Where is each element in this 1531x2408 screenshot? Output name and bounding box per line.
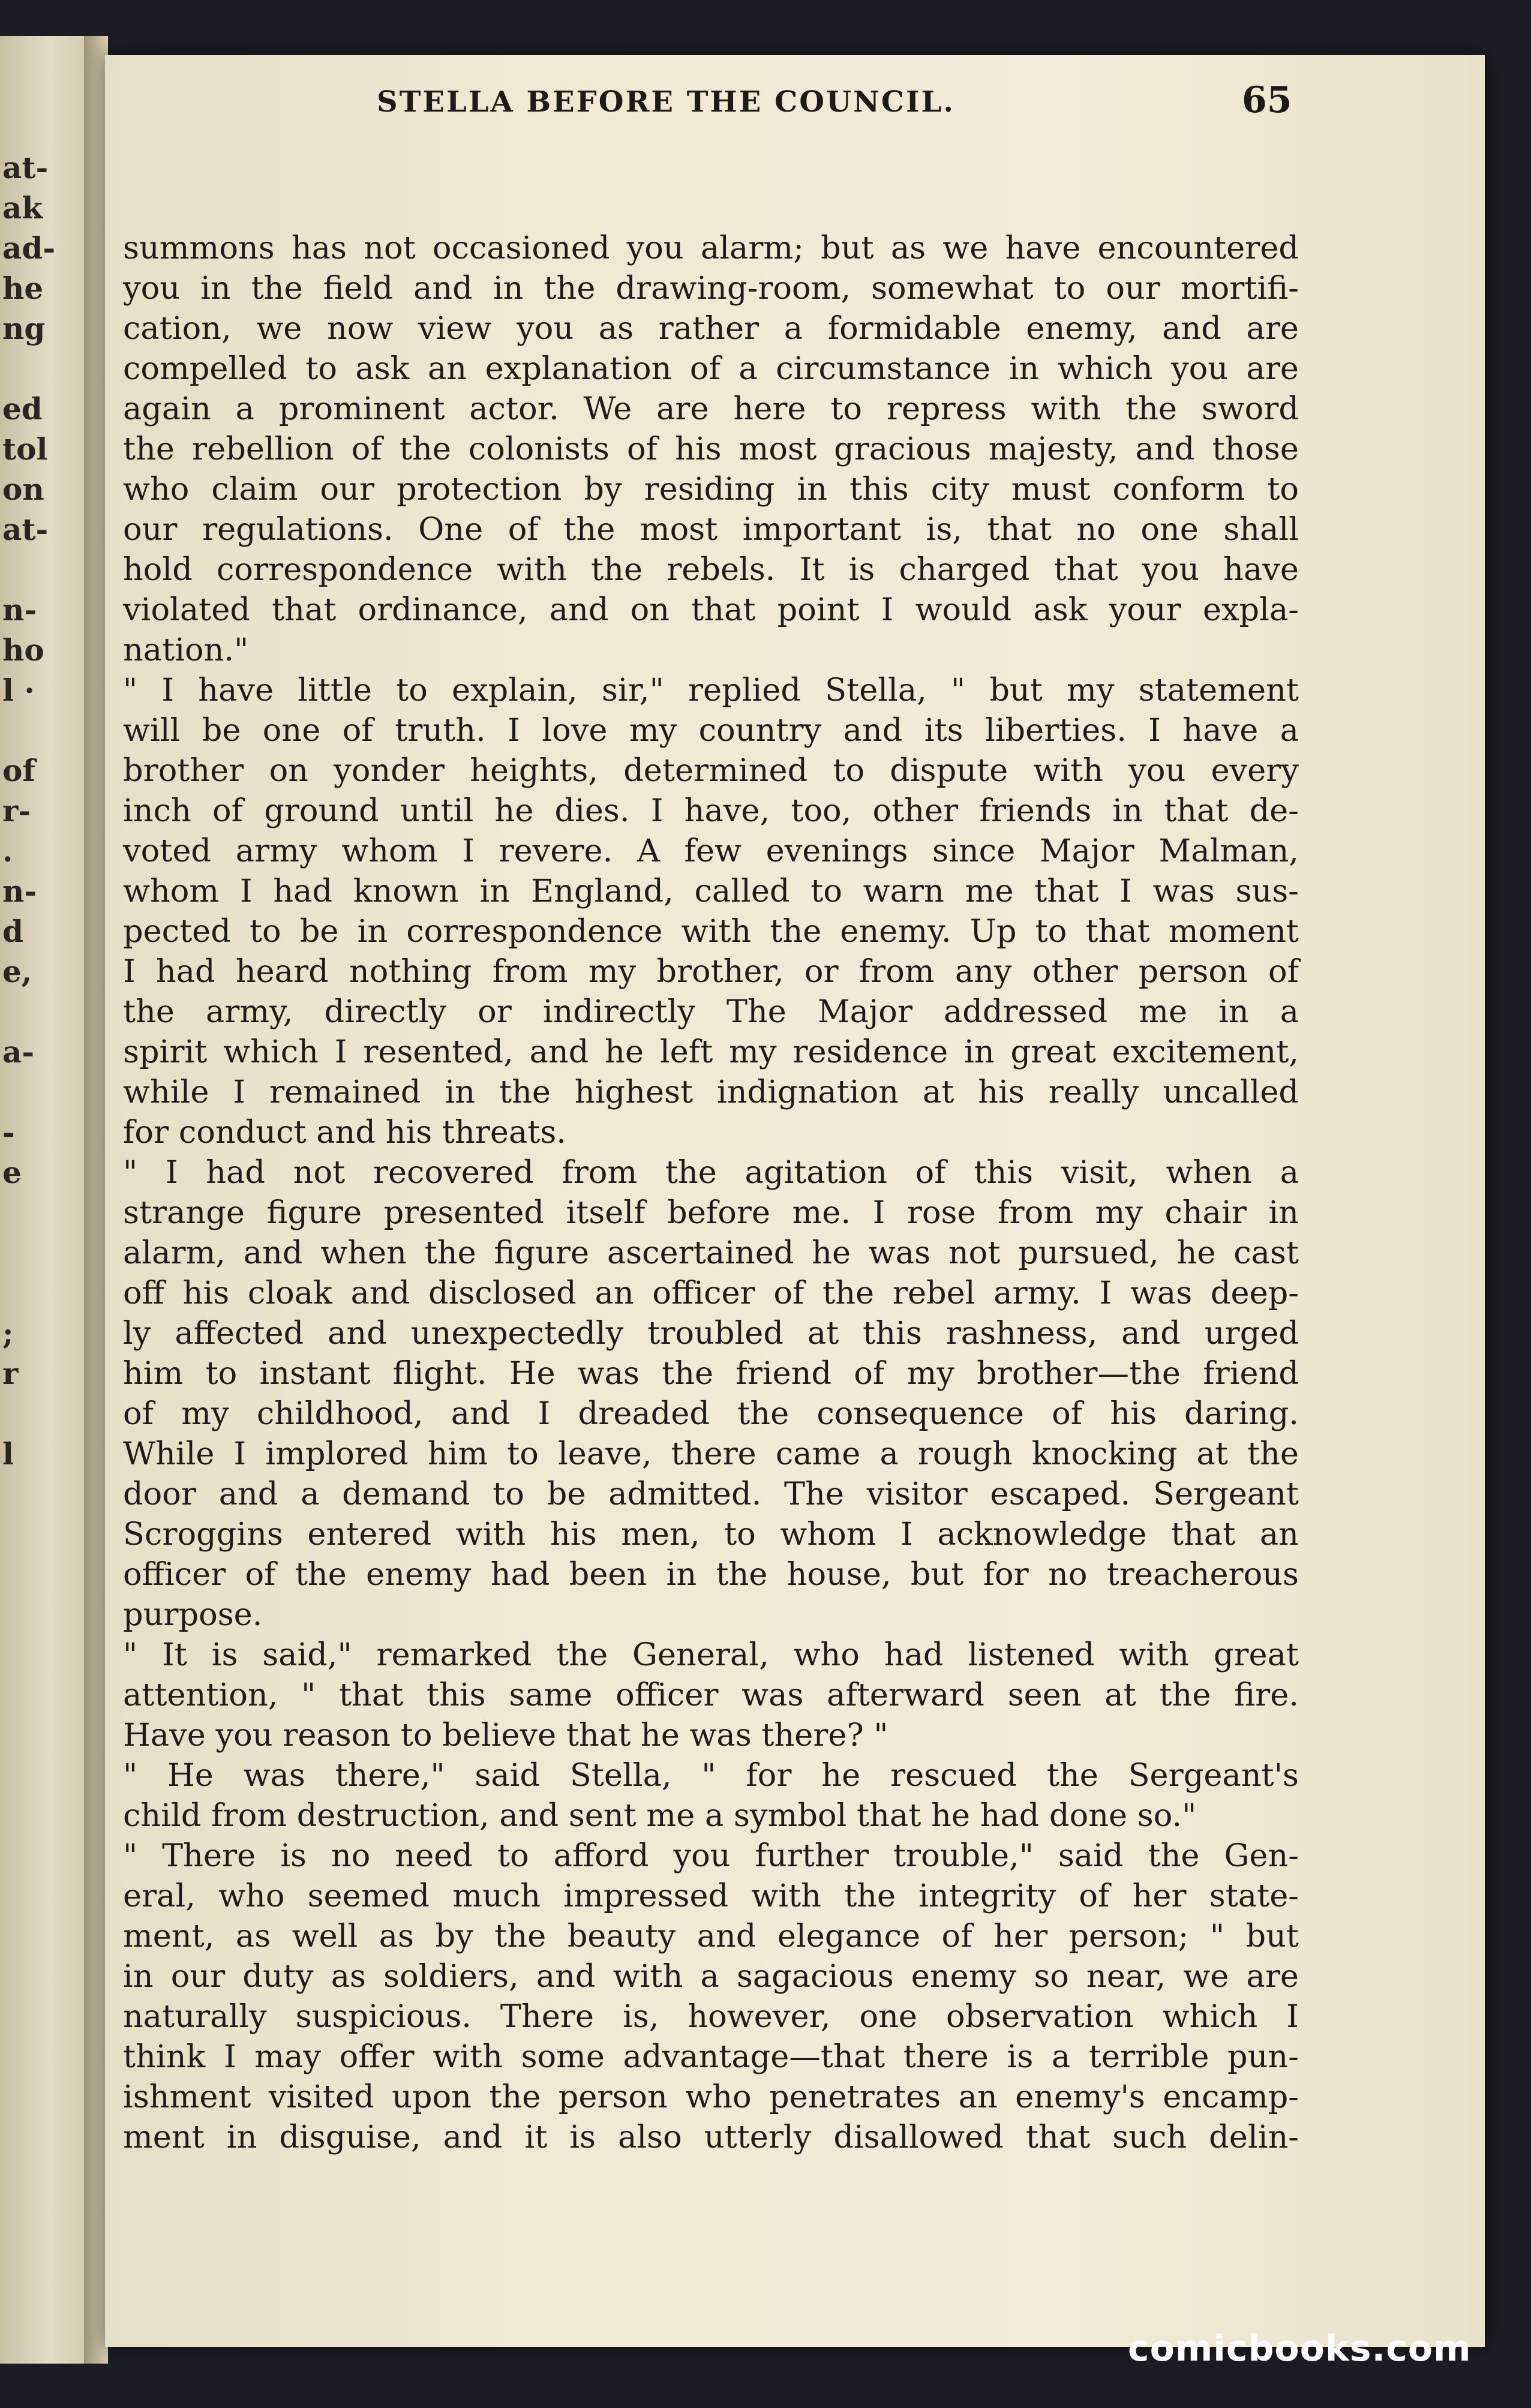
text-line: door and a demand to be admitted. The visitor escaped. Sergeant — [123, 1476, 1299, 1512]
text-line: the rebellion of the colonists of his most gracious majesty, and those — [123, 431, 1299, 467]
left-page-fragment: r- — [2, 793, 31, 828]
text-line: " I have little to explain, sir," replied Stella, " but my statement — [123, 672, 1299, 708]
text-line: ment, as well as by the beauty and elegance of her person; " but — [123, 1918, 1299, 1954]
text-line: summons has not occasioned you alarm; but as we have encountered — [123, 230, 1299, 266]
text-line: purpose. — [123, 1596, 263, 1633]
text-line: naturally suspicious. There is, however, one observation which I — [123, 1998, 1299, 2035]
text-line: hold correspondence with the rebels. It is charged that you have — [123, 551, 1299, 588]
left-page-fragment: at- — [2, 150, 49, 185]
text-line: while I remained in the highest indignation at his really uncalled — [123, 1074, 1299, 1110]
text-line: nation." — [123, 632, 249, 668]
text-line: " It is said," remarked the General, who had listened with great — [123, 1637, 1299, 1673]
text-line: attention, " that this same officer was afterward seen at the fire. — [123, 1677, 1299, 1713]
text-line: you in the field and in the drawing-room, somewhat to our mortifi- — [123, 270, 1299, 307]
text-line: ishment visited upon the person who penetrates an enemy's encamp- — [123, 2079, 1299, 2115]
text-line: inch of ground until he dies. I have, too, other friends in that de- — [123, 792, 1299, 829]
text-line: of my childhood, and I dreaded the consequence of his daring. — [123, 1395, 1299, 1432]
text-line: spirit which I resented, and he left my residence in great excitement, — [123, 1034, 1299, 1070]
text-line: compelled to ask an explanation of a circumstance in which you are — [123, 350, 1299, 387]
text-line: voted army whom I revere. A few evenings since Major Malman, — [123, 833, 1299, 869]
left-page-fragment: n- — [2, 592, 37, 627]
text-line: While I implored him to leave, there came a rough knocking at the — [123, 1436, 1299, 1472]
text-line: pected to be in correspondence with the enemy. Up to that moment — [123, 913, 1299, 950]
left-page-fragment: l · — [2, 672, 35, 708]
text-line: child from destruction, and sent me a symbol that he had done so." — [123, 1797, 1197, 1834]
watermark: comicbooks.com — [1128, 2328, 1472, 2370]
text-line: strange figure presented itself before me. I rose from my chair in — [123, 1194, 1299, 1231]
text-line: who claim our protection by residing in this city must conform to — [123, 471, 1299, 508]
text-line: officer of the enemy had been in the house, but for no treacherous — [123, 1556, 1299, 1593]
left-page-fragment: ak — [2, 190, 43, 226]
text-line: our regulations. One of the most important is, that no one shall — [123, 511, 1299, 548]
text-line: I had heard nothing from my brother, or from any other person of — [123, 953, 1299, 990]
text-line: off his cloak and disclosed an officer of the rebel army. I was deep- — [123, 1275, 1299, 1311]
left-page-fragment: n- — [2, 873, 37, 909]
text-line: Have you reason to believe that he was there? " — [123, 1717, 888, 1754]
left-page-fragment: ed — [2, 391, 43, 427]
text-line: in our duty as soldiers, and with a sagacious enemy so near, we are — [123, 1958, 1299, 1995]
left-page-fragment: e, — [2, 954, 32, 989]
text-line: whom I had known in England, called to warn me that I was sus- — [123, 873, 1299, 909]
text-line: brother on yonder heights, determined to dispute with you every — [123, 752, 1299, 789]
left-page-fragment: ad- — [2, 230, 56, 266]
left-page-fragment: ho — [2, 632, 44, 668]
left-page-edge — [0, 36, 84, 2364]
text-line: " There is no need to afford you further trouble," said the Gen- — [123, 1837, 1299, 1874]
text-line: for conduct and his threats. — [123, 1114, 566, 1151]
text-line: alarm, and when the figure ascertained he was not pursued, he cast — [123, 1235, 1299, 1271]
text-line: again a prominent actor. We are here to repress with the sword — [123, 391, 1299, 427]
left-page-fragment: . — [2, 833, 13, 869]
text-line: him to instant flight. He was the friend of my brother—the friend — [123, 1355, 1299, 1392]
text-line: think I may offer with some advantage—that there is a terrible pun- — [123, 2038, 1299, 2075]
text-line: cation, we now view you as rather a formidable enemy, and are — [123, 310, 1299, 347]
text-line: violated that ordinance, and on that point I would ask your expla- — [123, 592, 1299, 628]
text-line: ment in disguise, and it is also utterly disallowed that such delin- — [123, 2119, 1299, 2155]
left-page-fragment: ng — [2, 311, 46, 346]
text-line: eral, who seemed much impressed with the integrity of her state- — [123, 1878, 1299, 1914]
body-text — [123, 228, 1299, 2157]
page-number: 65 — [1242, 79, 1292, 121]
left-page-fragment: e — [2, 1155, 22, 1190]
left-page-fragment: he — [2, 271, 44, 306]
text-line: will be one of truth. I love my country and its liberties. I have a — [123, 712, 1299, 749]
left-page-fragment: r — [2, 1356, 19, 1391]
left-page-fragment: a- — [2, 1034, 35, 1070]
text-line: the army, directly or indirectly The Major addressed me in a — [123, 993, 1299, 1030]
left-page-fragment: - — [2, 1115, 15, 1150]
text-line: " I had not recovered from the agitation of this visit, when a — [123, 1154, 1299, 1191]
running-title: STELLA BEFORE THE COUNCIL. — [377, 85, 955, 119]
left-page-fragment: l — [2, 1436, 14, 1472]
left-page-fragment: ; — [2, 1316, 14, 1351]
text-line: Scroggins entered with his men, to whom I acknowledge that an — [123, 1516, 1299, 1553]
left-page-fragment: of — [2, 753, 35, 788]
text-line: " He was there," said Stella, " for he rescued the Sergeant's — [123, 1757, 1299, 1794]
left-page-fragment: on — [2, 472, 44, 507]
book-spine — [84, 36, 108, 2364]
left-page-fragment: d — [2, 914, 23, 949]
left-page-fragment: tol — [2, 431, 48, 467]
text-line: ly affected and unexpectedly troubled at this rashness, and urged — [123, 1315, 1299, 1352]
left-page-fragment: at- — [2, 512, 49, 547]
